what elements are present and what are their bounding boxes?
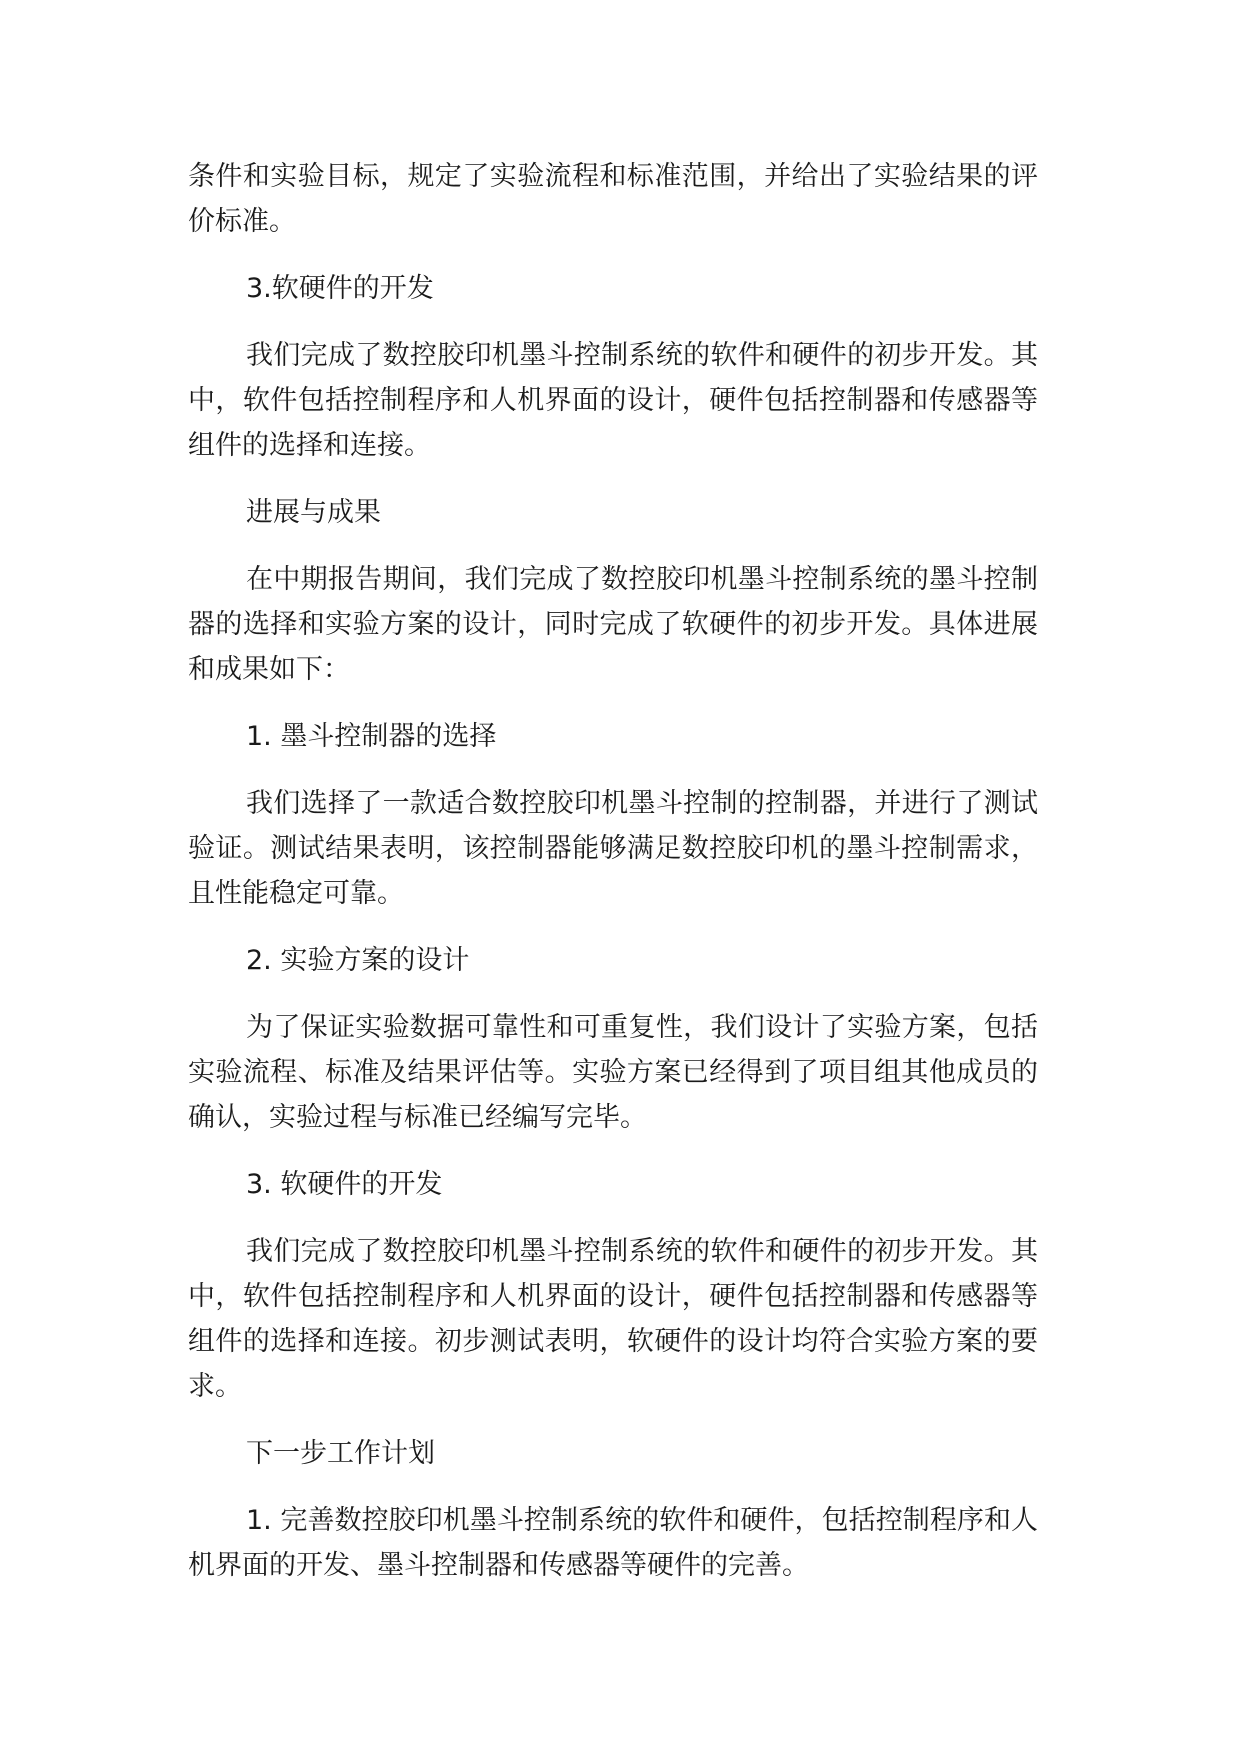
paragraph-software-hardware: 我们完成了数控胶印机墨斗控制系统的软件和硬件的初步开发。其中，软件包括控制程序和人机界面的设计，硬件包括控制器和传感器等组件的选择和连接。: [188, 340, 1038, 461]
paragraph-experiment-design: 为了保证实验数据可靠性和可重复性，我们设计了实验方案，包括实验流程、标准及结果评估等。实验方案已经得到了项目组其他成员的确认，实验过程与标准已经编写完毕。: [188, 1012, 1038, 1133]
document-body: [188, 154, 1038, 1610]
section-heading-experiment-design: 2. 实验方案的设计: [246, 945, 470, 976]
section-heading-software-hardware-dev: 3. 软硬件的开发: [246, 1169, 443, 1200]
paragraph-controller-selection: 我们选择了一款适合数控胶印机墨斗控制的控制器，并进行了测试验证。测试结果表明，该控制器能够满足数控胶印机的墨斗控制需求，且性能稳定可靠。: [188, 788, 1038, 909]
section-heading-software-hardware: 3.软硬件的开发: [246, 273, 434, 304]
paragraph-progress-intro: 在中期报告期间，我们完成了数控胶印机墨斗控制系统的墨斗控制器的选择和实验方案的设计，同时完成了软硬件的初步开发。具体进展和成果如下：: [188, 564, 1038, 685]
section-heading-next-steps: 下一步工作计划: [246, 1438, 435, 1469]
paragraph-next-steps-item-1: 1. 完善数控胶印机墨斗控制系统的软件和硬件，包括控制程序和人机界面的开发、墨斗控制器和传感器等硬件的完善。: [188, 1505, 1038, 1581]
paragraph-software-hardware-dev: 我们完成了数控胶印机墨斗控制系统的软件和硬件的初步开发。其中，软件包括控制程序和人机界面的设计，硬件包括控制器和传感器等组件的选择和连接。初步测试表明，软硬件的设计均符合实验方案的要求。: [188, 1236, 1038, 1402]
section-heading-progress: 进展与成果: [246, 497, 381, 528]
section-heading-controller-selection: 1. 墨斗控制器的选择: [246, 721, 497, 752]
paragraph-continuation: 条件和实验目标，规定了实验流程和标准范围，并给出了实验结果的评价标准。: [188, 161, 1038, 237]
